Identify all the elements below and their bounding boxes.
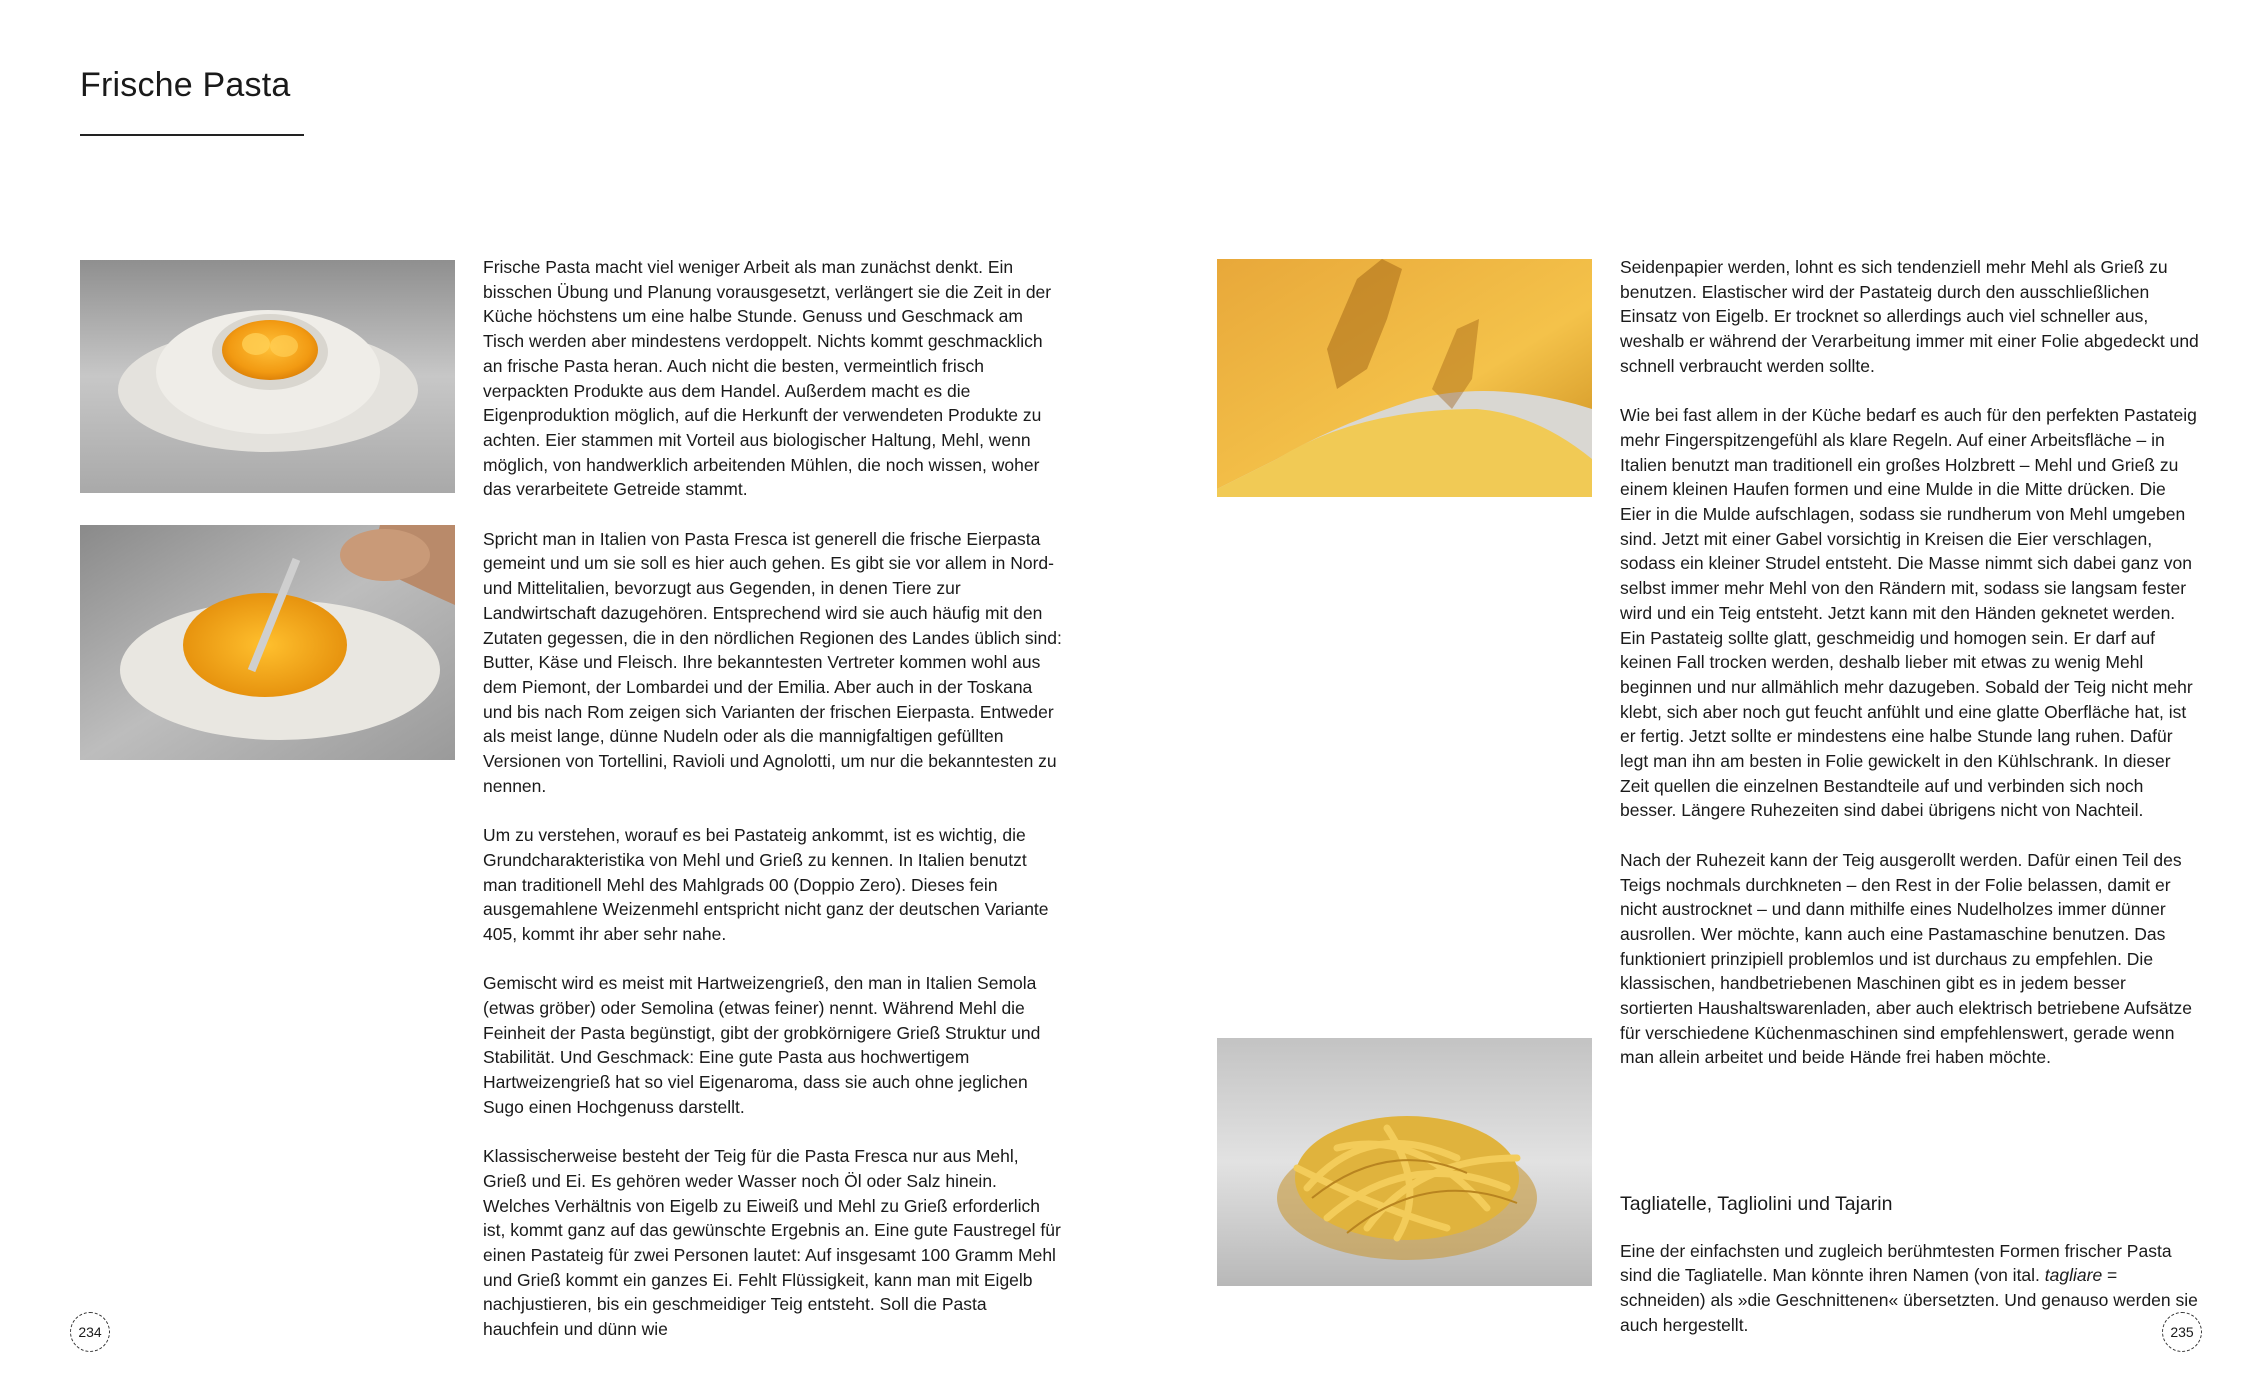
left-text-column	[483, 255, 1063, 1367]
pasta-sheet-photo	[1217, 259, 1592, 497]
paragraph: Spricht man in Italien von Pasta Fresca ist generell die frische Eierpasta gemeint und um sie soll es hier auch gehen. Es gibt sie vor allem in Nord- und Mittelitalien, bevorzugt aus Gegenden, in denen Tiere zur Landwirtschaft dazugehören. Entsprechend wird sie auch häufig mit den Zutaten gegessen, die in den nördlichen Regionen des Landes üblich sind: Butter, Käse und Fleisch. Ihre bekanntesten Vertreter kommen wohl aus dem Piemont, der Lombardei und der Emilia. Aber auch in der Toskana und bis nach Rom zeigen sich Varianten der frischen Eierpasta. Entweder als meist lange, dünne Nudeln oder als die mannigfaltigen gefüllten Versionen von Tortellini, Ravioli und Agnolotti, um nur die bekanntesten zu nennen.	[483, 528, 1062, 796]
page-number-right: 235	[2162, 1312, 2202, 1352]
page-title: Frische Pasta	[80, 66, 291, 104]
whisking-egg-photo	[80, 525, 455, 760]
tagliatelle-photo	[1217, 1038, 1592, 1286]
right-text-column	[1620, 255, 2200, 1095]
text-run: Eine der einfachsten und zugleich berühmtesten Formen frischer Pasta sind die Tagliatelle. Man könnte ihren Namen (von ital.	[1620, 1240, 2172, 1286]
text-run: = schneiden) als »die Geschnittenen« übersetzten. Und genauso werden sie auch hergestellt.	[1620, 1265, 2198, 1335]
title-rule	[80, 134, 304, 136]
paragraph: Nach der Ruhezeit kann der Teig ausgerollt werden. Dafür einen Teil des Teigs nochmals durchkneten – den Rest in der Folie belassen, damit er nicht austrocknet – und dann mithilfe eines Nudelholzes immer dünner ausrollen. Wer möchte, kann auch eine Pastamaschine benutzen. Das funktioniert prinzipiell problemlos und ist durchaus zu empfehlen. Die klassischen, handbetriebenen Maschinen gibt es in jedem besser sortierten Haushaltswarenladen, aber auch elektrisch betriebene Aufsätze für verschiedene Küchenmaschinen sind empfehlenswert, gerade wenn man allein arbeitet und beide Hände frei haben möchte.	[1620, 849, 2193, 1068]
italic-term: tagliare	[2044, 1265, 2103, 1286]
paragraph: Seidenpapier werden, lohnt es sich tendenziell mehr Mehl als Grieß zu benutzen. Elastischer wird der Pastateig durch den ausschließlichen Einsatz von Eigelb. Er trocknet so allerdings auch viel schneller aus, weshalb er während der Verarbeitung immer mit einer Folie abgedeckt und schnell verbraucht werden sollte.	[1620, 257, 2199, 376]
page-number-left: 234	[70, 1312, 110, 1352]
egg-in-flour-photo	[80, 260, 455, 493]
tagliatelle-section	[1620, 1192, 2200, 1362]
paragraph: Gemischt wird es meist mit Hartweizengrieß, den man in Italien Semola (etwas gröber) oder Semolina (etwas feiner) nennt. Während Mehl die Feinheit der Pasta begünstigt, gibt der grobkörnigere Grieß Struktur und Stabilität. Und Geschmack: Eine gute Pasta aus hochwertigem Hartweizengrieß hat so viel Eigenaroma, dass sie auch ohne jeglichen Sugo einen Hochgenuss darstellt.	[483, 973, 1041, 1117]
paragraph: Wie bei fast allem in der Küche bedarf es auch für den perfekten Pastateig mehr Fingerspitzengefühl als klare Regeln. Auf einer Arbeitsfläche – in Italien benutzt man traditionell ein großes Holzbrett – Mehl und Grieß zu einem kleinen Haufen formen und eine Mulde in die Mitte drücken. Die Eier in die Mulde aufschlagen, sodass sie rundherum von Mehl umgeben sind. Jetzt mit einer Gabel vorsichtig in Kreisen die Eier verschlagen, sodass ein kleiner Strudel entsteht. Die Masse nimmt sich dabei ganz von selbst immer mehr Mehl von den Rändern mit, sodass sie langsam fester wird und ein Teig entsteht. Jetzt kann mit den Händen geknetet werden. Ein Pastateig sollte glatt, geschmeidig und homogen sein. Er darf auf keinen Fall trocken werden, deshalb lieber mit etwas zu wenig Mehl beginnen und nur allmählich mehr dazugeben. Sobald der Teig nicht mehr klebt, sich aber noch gut feucht anfühlt und eine glatte Oberfläche hat, ist er fertig. Jetzt sollte er mindestens eine halbe Stunde lang ruhen. Dafür legt man ihn am besten in Folie gewickelt in den Kühlschrank. In dieser Zeit quellen die einzelnen Bestandteile auf und verbinden sich noch besser. Längere Ruhezeiten sind dabei übrigens nicht von Nachteil.	[1620, 405, 2197, 821]
section-heading: Tagliatelle, Tagliolini und Tajarin	[1620, 1193, 1893, 1215]
paragraph: Frische Pasta macht viel weniger Arbeit als man zunächst denkt. Ein bisschen Übung und Planung vorausgesetzt, verlängert sie die Zeit in der Küche höchstens um eine halbe Stunde. Genuss und Geschmack am Tisch werden aber mindestens verdoppelt. Nichts kommt geschmacklich an frische Pasta heran. Auch nicht die besten, vermeintlich frisch verpackten Produkte aus dem Handel. Außerdem macht es die Eigenproduktion möglich, auf die Herkunft der verwendeten Produkte zu achten. Eier stammen mit Vorteil aus biologischer Haltung, Mehl, wenn möglich, von handwerklich arbeitenden Mühlen, die noch wissen, woher das verarbeitete Getreide stammt.	[483, 257, 1052, 500]
paragraph: Klassischerweise besteht der Teig für die Pasta Fresca nur aus Mehl, Grieß und Ei. Es gehören weder Wasser noch Öl oder Salz hinein. Welches Verhältnis von Eigelb zu Eiweiß und Mehl zu Grieß erforderlich ist, kommt ganz auf das gewünschte Ergebnis an. Eine gute Faustregel für einen Pastateig für zwei Personen lautet: Auf insgesamt 100 Gramm Mehl und Grieß kommt ein ganzes Ei. Fehlt Flüssigkeit, kann man mit Eigelb nachjustieren, bis ein geschmeidiger Teig entsteht. Soll die Pasta hauchfein und dünn wie	[483, 1146, 1061, 1340]
paragraph	[1620, 1239, 2200, 1338]
paragraph: Um zu verstehen, worauf es bei Pastateig ankommt, ist es wichtig, die Grundcharakteristika von Mehl und Grieß zu kennen. In Italien benutzt man traditionell Mehl des Mahlgrads 00 (Doppio Zero). Dieses fein ausgemahlene Weizenmehl entspricht nicht ganz der deutschen Variante 405, kommt ihr aber sehr nahe.	[483, 825, 1049, 944]
